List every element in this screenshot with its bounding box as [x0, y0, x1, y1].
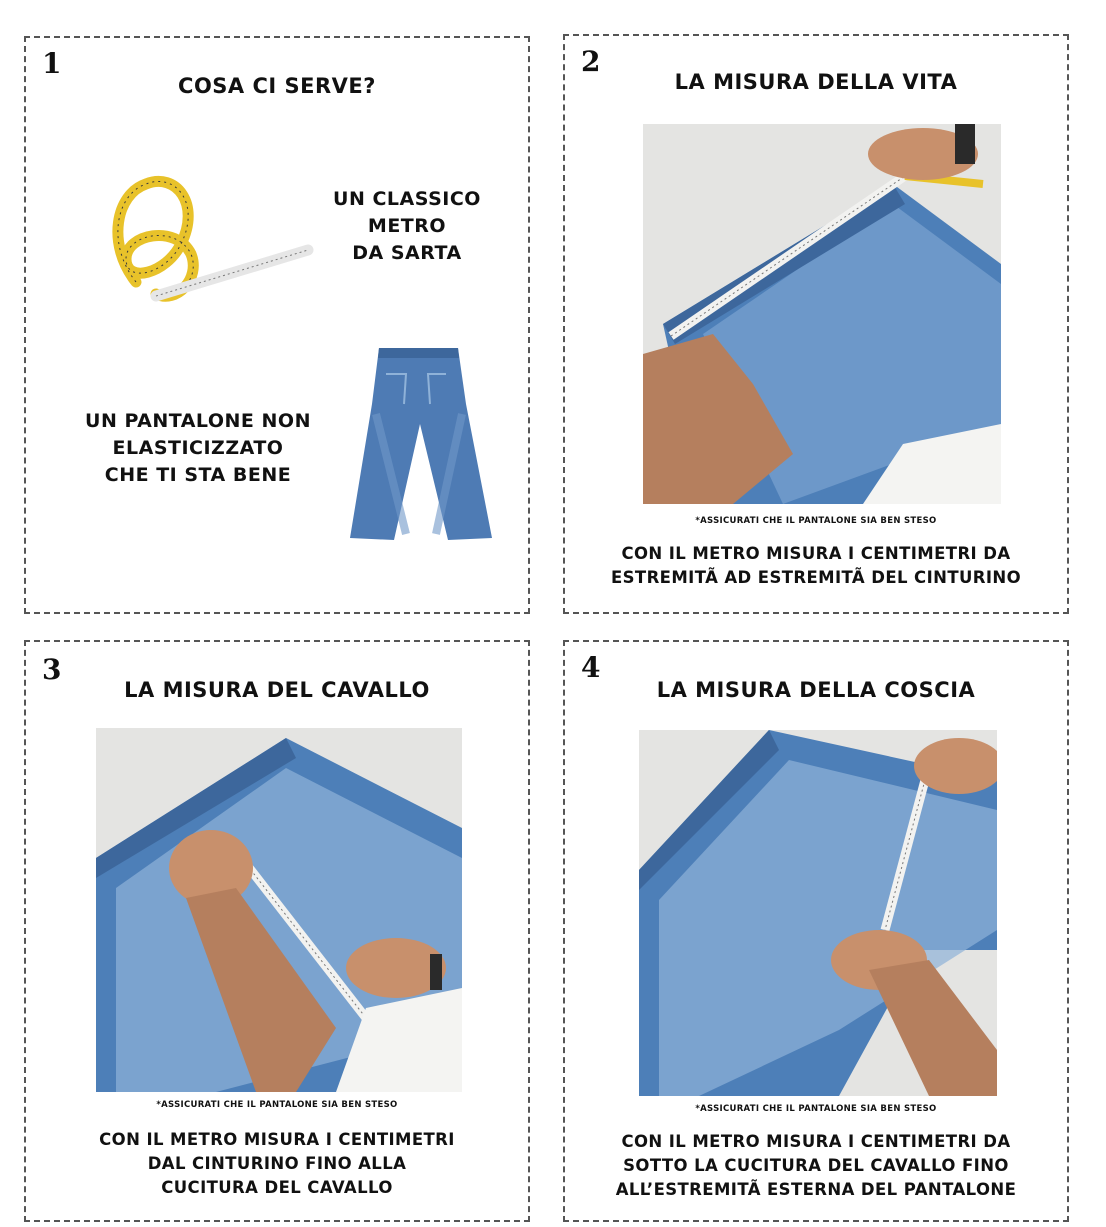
- tape-label: UN CLASSICO METRO DA SARTA: [333, 188, 481, 264]
- note-text: *ASSICURATI CHE IL PANTALONE SIA BEN STESO: [156, 1100, 398, 1110]
- crotch-photo-illustration: [96, 728, 462, 1092]
- pants-label: UN PANTALONE NON ELASTICIZZATO CHE TI STA BENE: [85, 410, 311, 486]
- step-number: 3: [42, 653, 62, 686]
- panel-3: [24, 640, 530, 1222]
- panel-4: [563, 640, 1069, 1222]
- panel-1: [24, 36, 530, 614]
- tape-measure-image: [96, 164, 318, 320]
- panel-title: COSA CI SERVE?: [178, 74, 376, 98]
- waist-measure-photo: [643, 124, 1001, 504]
- panel-2: [563, 34, 1069, 614]
- panel-title: LA MISURA DELLA VITA: [674, 70, 958, 94]
- thigh-photo-illustration: [639, 730, 997, 1096]
- caption-text: CON IL METRO MISURA I CENTIMETRI DA ESTREMITÃ AD ESTREMITÃ DEL CINTURINO: [610, 544, 1022, 587]
- note-text: *ASSICURATI CHE IL PANTALONE SIA BEN STESO: [695, 1104, 937, 1114]
- jeans-image: [346, 344, 496, 544]
- panel-title: LA MISURA DELLA COSCIA: [656, 678, 976, 702]
- caption-text: CON IL METRO MISURA I CENTIMETRI DAL CINTURINO FINO ALLA CUCITURA DEL CAVALLO: [99, 1130, 455, 1197]
- jeans-icon: [346, 344, 496, 544]
- tape-measure-icon: [96, 164, 318, 320]
- waist-photo-illustration: [643, 124, 1001, 504]
- note-text: *ASSICURATI CHE IL PANTALONE SIA BEN STESO: [695, 516, 937, 526]
- step-number: 2: [581, 45, 601, 78]
- step-number: 1: [42, 47, 62, 80]
- crotch-measure-photo: [96, 728, 462, 1092]
- thigh-measure-photo: [639, 730, 997, 1096]
- panel-title: LA MISURA DEL CAVALLO: [124, 678, 430, 702]
- caption-text: CON IL METRO MISURA I CENTIMETRI DA SOTTO LA CUCITURA DEL CAVALLO FINO ALL’ESTREMITÃ ESTERNA DEL PANTALONE: [615, 1132, 1017, 1199]
- step-number: 4: [581, 651, 601, 684]
